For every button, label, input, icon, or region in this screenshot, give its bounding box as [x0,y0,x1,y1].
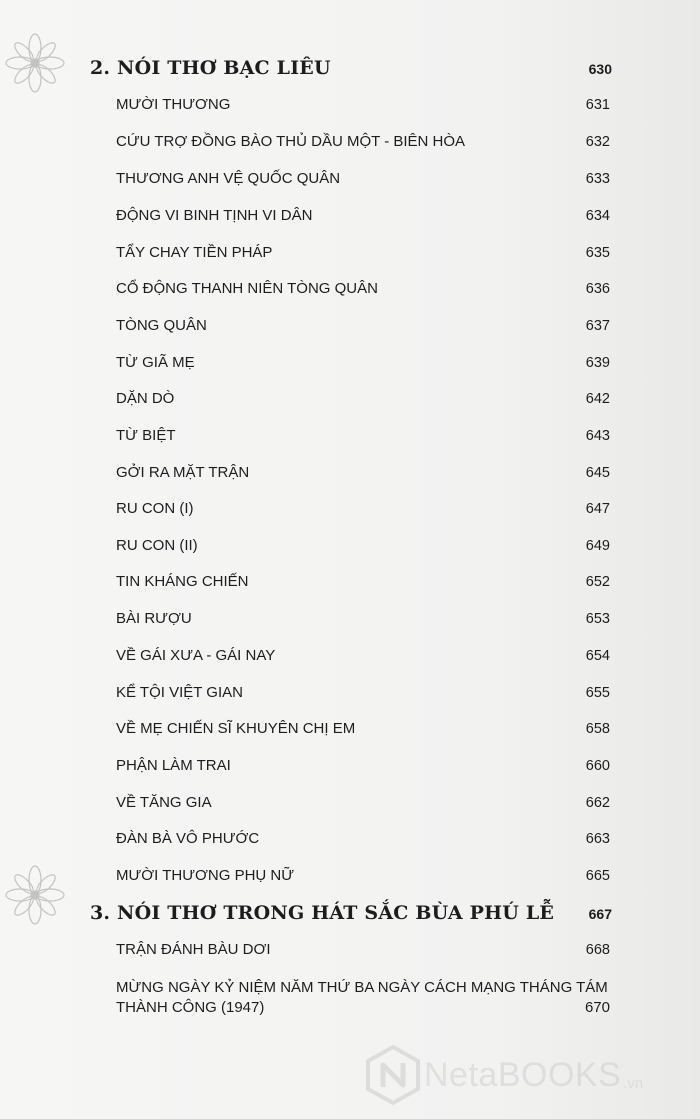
toc-entry-title: TỪ GIÃ MẸ [116,354,195,371]
toc-entry[interactable] [116,978,610,1018]
toc-entry[interactable] [116,720,610,737]
toc-entry-title: TẨY CHAY TIỀN PHÁP [116,244,273,261]
toc-entry-page: 642 [585,391,610,407]
toc-entry-page: 655 [585,685,610,701]
toc-entry[interactable] [116,170,610,187]
toc-entry-page: 647 [585,501,610,517]
section-title: 3. NÓI THƠ TRONG HÁT SẮC BÙA PHÚ LỄ [90,902,555,924]
toc-entry-page: 665 [585,868,610,884]
toc-entry-page: 649 [585,538,610,554]
toc-entry-title: TRẬN ĐÁNH BÀU DƠI [116,941,271,958]
toc-entry-page: 643 [585,428,610,444]
toc-entry[interactable] [116,390,610,407]
toc-entry-title-line1: MỪNG NGÀY KỶ NIỆM NĂM THỨ BA NGÀY CÁCH MẠNG THÁNG TÁM [116,979,608,996]
toc-entry-page: 658 [585,721,610,737]
toc-entry-title: THƯƠNG ANH VỆ QUỐC QUÂN [116,170,341,187]
toc-entry-page: 631 [585,97,610,113]
toc-entry-page: 662 [585,795,610,811]
toc-entry-title: VỀ GÁI XƯA - GÁI NAY [116,647,276,664]
toc-entry[interactable] [116,867,610,884]
toc-entry[interactable] [116,537,610,554]
section-heading [90,902,612,924]
toc-entry-page: 645 [585,465,610,481]
toc-entry-title: PHẬN LÀM TRAI [116,757,231,774]
toc-entry[interactable] [116,244,610,261]
toc-entry[interactable] [116,794,610,811]
toc-entry-title: MƯỜI THƯƠNG [116,96,231,113]
watermark-suffix: .vn [623,1075,644,1092]
toc-entry-title: MƯỜI THƯƠNG PHỤ NỮ [116,867,295,884]
toc-entry-page: 632 [585,134,610,150]
watermark [366,1044,700,1106]
toc-entry[interactable] [116,757,610,774]
toc-entry-title: TIN KHÁNG CHIẾN [116,573,249,590]
toc-entry-page: 660 [585,758,610,774]
toc-entry-title: KỂ TỘI VIỆT GIAN [116,684,243,701]
toc-entry[interactable] [116,647,610,664]
toc-entry[interactable] [116,500,610,517]
toc-entry-page: 633 [585,171,610,187]
toc-entry-title: TỪ BIỆT [116,427,176,444]
toc-entry-title: CỔ ĐỘNG THANH NIÊN TÒNG QUÂN [116,280,378,297]
toc-entry[interactable] [116,354,610,371]
toc-entry[interactable] [116,96,610,113]
toc-entry-title: RU CON (I) [116,500,194,517]
toc-entry-title: DẶN DÒ [116,390,175,407]
toc-entry-page: 637 [585,318,610,334]
toc-entry-title: TÒNG QUÂN [116,317,207,334]
toc-entry-page: 639 [585,355,610,371]
toc-entry-title: RU CON (II) [116,537,198,554]
toc-entry[interactable] [116,941,610,958]
flower-ornament-icon [0,28,70,98]
toc-entry[interactable] [116,464,610,481]
section-page-number: 667 [588,906,612,922]
toc-entry[interactable] [116,280,610,297]
toc-entry-title: VỀ MẸ CHIẾN SĨ KHUYÊN CHỊ EM [116,720,356,737]
toc-entry-page: 670 [584,999,610,1016]
toc-entry-page: 654 [585,648,610,664]
toc-entry-title: ĐÀN BÀ VÔ PHƯỚC [116,830,260,847]
toc-entry-title: VỀ TĂNG GIA [116,794,212,811]
toc-entry-title: CỨU TRỢ ĐỒNG BÀO THỦ DẦU MỘT - BIÊN HÒA [116,133,466,150]
toc-entry-page: 652 [585,574,610,590]
toc-entry[interactable] [116,610,610,627]
toc-entry-page: 635 [585,245,610,261]
netabooks-logo-icon [366,1045,420,1105]
toc-entry-title: GỞI RA MẶT TRẬN [116,464,250,481]
toc-entry[interactable] [116,207,610,224]
toc-entry-page: 636 [585,281,610,297]
section-page-number: 630 [588,61,612,77]
toc-entry-title: ĐỘNG VI BINH TỊNH VI DÂN [116,207,313,224]
toc-entry[interactable] [116,427,610,444]
toc-entry-title: BÀI RƯỢU [116,610,192,627]
toc-entry-page: 653 [585,611,610,627]
section-heading [90,57,612,79]
toc-entry-page: 668 [585,942,610,958]
toc-entry[interactable] [116,133,610,150]
watermark-brand: NetaBOOKS [424,1055,622,1094]
toc-entry[interactable] [116,684,610,701]
toc-entry-title-line2: THÀNH CÔNG (1947) [116,999,265,1016]
toc-entry[interactable] [116,317,610,334]
toc-entry[interactable] [116,830,610,847]
toc-entry[interactable] [116,573,610,590]
section-title: 2. NÓI THƠ BẠC LIÊU [90,57,331,79]
toc-entry-page: 634 [585,208,610,224]
toc-entry-page: 663 [585,831,610,847]
flower-ornament-icon [0,860,70,930]
